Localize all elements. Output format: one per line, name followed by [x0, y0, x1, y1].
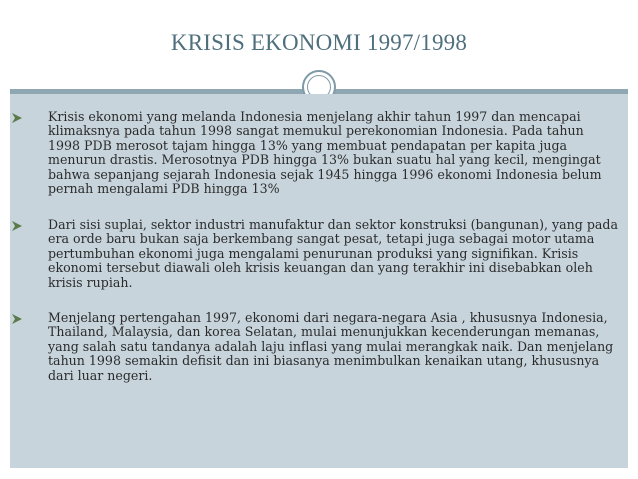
bottom-margin: [0, 468, 638, 479]
arrowhead-bullet-icon: [12, 113, 22, 123]
bullet-text: Dari sisi suplai, sektor industri manufaktur dan sektor konstruksi (bangunan), yang pada era orde baru bukan saja berkembang sangat pesat, tetapi juga sebagai motor utama pertumbuhan ekonomi juga mengalami penurunan produksi yang signifikan. Krisis ekonomi tersebut diawali oleh krisis keuangan dan yang terakhir ini disebabkan oleh krisis rupiah.: [48, 217, 618, 290]
arrowhead-bullet-icon: [12, 314, 22, 324]
slide-title: KRISIS EKONOMI 1997/1998: [170, 30, 468, 55]
arrowhead-bullet-icon: [12, 221, 22, 231]
bullet-text: Krisis ekonomi yang melanda Indonesia menjelang akhir tahun 1997 dan mencapai klimaksnya pada tahun 1998 sangat memukul perekonomian Indonesia. Pada tahun 1998 PDB merosot tajam hingga 13% yang membuat pendapatan per kapita juga menurun drastis. Merosotnya PDB hingga 13% bukan suatu hal yang kecil, mengingat bahwa sepanjang sejarah Indonesia sejak 1945 hingga 1996 ekonomi Indonesia belum pernah mengalami PDB hingga 13%: [48, 109, 602, 197]
content-panel: [10, 94, 628, 468]
bullet-text: Menjelang pertengahan 1997, ekonomi dari negara-negara Asia , khususnya Indonesia, Thailand, Malaysia, dan korea Selatan, mulai menunjukkan kecenderungan memanas, yang salah satu tandanya adalah laju inflasi yang mulai merangkak naik. Dan menjelang tahun 1998 semakin defisit dan ini biasanya menimbulkan kenaikan utang, khususnya dari luar negeri.: [48, 310, 614, 383]
